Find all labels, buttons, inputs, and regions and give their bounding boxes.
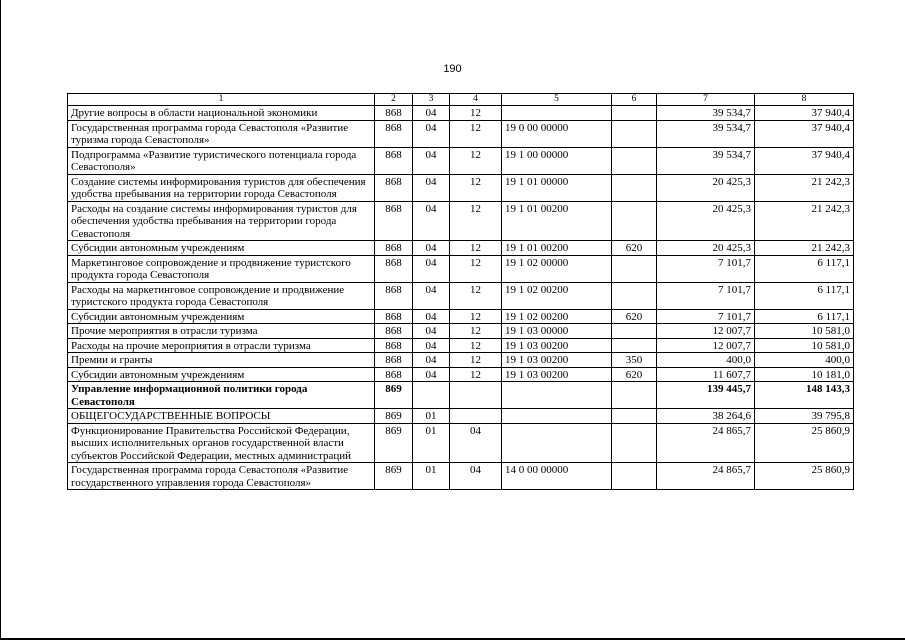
amount-col8: 6 117,1 (755, 255, 854, 282)
item-name: Управление информационной политики города Севастополя (68, 382, 375, 409)
amount-col7: 39 534,7 (657, 106, 755, 121)
expense-type-code: 620 (612, 367, 657, 382)
target-article-code: 19 1 00 00000 (502, 147, 612, 174)
column-header: 4 (450, 94, 502, 106)
expense-type-code (612, 282, 657, 309)
target-article-code: 19 1 02 00200 (502, 309, 612, 324)
amount-col8: 6 117,1 (755, 309, 854, 324)
target-article-code: 19 1 02 00000 (502, 255, 612, 282)
table-body (68, 106, 854, 490)
item-name: Государственная программа города Севастополя «Развитие государственного управления города Севастополя» (68, 463, 375, 490)
admin-code: 869 (375, 382, 413, 409)
amount-col7: 12 007,7 (657, 338, 755, 353)
subsection-code: 12 (450, 309, 502, 324)
section-code: 04 (413, 174, 450, 201)
admin-code: 868 (375, 201, 413, 241)
subsection-code: 12 (450, 174, 502, 201)
amount-col8: 6 117,1 (755, 282, 854, 309)
admin-code: 868 (375, 367, 413, 382)
target-article-code: 19 1 01 00000 (502, 174, 612, 201)
admin-code: 868 (375, 174, 413, 201)
subsection-code: 12 (450, 147, 502, 174)
admin-code: 868 (375, 353, 413, 368)
amount-col8: 25 860,9 (755, 463, 854, 490)
item-name: Другие вопросы в области национальной экономики (68, 106, 375, 121)
admin-code: 868 (375, 324, 413, 339)
section-code: 04 (413, 255, 450, 282)
admin-code: 868 (375, 120, 413, 147)
target-article-code: 19 1 03 00200 (502, 338, 612, 353)
amount-col7: 7 101,7 (657, 282, 755, 309)
table-row (68, 282, 854, 309)
amount-col8: 21 242,3 (755, 201, 854, 241)
amount-col8: 10 181,0 (755, 367, 854, 382)
expense-type-code (612, 201, 657, 241)
amount-col7: 39 534,7 (657, 147, 755, 174)
table-row (68, 338, 854, 353)
table-row (68, 106, 854, 121)
subsection-code: 12 (450, 324, 502, 339)
amount-col8: 21 242,3 (755, 174, 854, 201)
section-code: 01 (413, 423, 450, 463)
expense-type-code: 620 (612, 241, 657, 256)
amount-col7: 12 007,7 (657, 324, 755, 339)
item-name: Расходы на маркетинговое сопровождение и продвижение туристского продукта города Севастополя (68, 282, 375, 309)
section-code: 01 (413, 409, 450, 424)
amount-col7: 7 101,7 (657, 309, 755, 324)
target-article-code (502, 409, 612, 424)
admin-code: 868 (375, 309, 413, 324)
column-header: 8 (755, 94, 854, 106)
item-name: Премии и гранты (68, 353, 375, 368)
item-name: Субсидии автономным учреждениям (68, 367, 375, 382)
admin-code: 868 (375, 106, 413, 121)
subsection-code: 12 (450, 367, 502, 382)
header-row (68, 94, 854, 106)
target-article-code: 19 1 03 00200 (502, 353, 612, 368)
item-name: Государственная программа города Севастополя «Развитие туризма города Севастополя» (68, 120, 375, 147)
admin-code: 868 (375, 255, 413, 282)
subsection-code: 04 (450, 423, 502, 463)
amount-col8: 148 143,3 (755, 382, 854, 409)
column-header: 1 (68, 94, 375, 106)
section-code: 04 (413, 338, 450, 353)
target-article-code: 19 1 01 00200 (502, 201, 612, 241)
expense-type-code (612, 463, 657, 490)
target-article-code: 19 1 03 00200 (502, 367, 612, 382)
admin-code: 869 (375, 423, 413, 463)
section-code: 01 (413, 463, 450, 490)
subsection-code: 12 (450, 353, 502, 368)
amount-col7: 11 607,7 (657, 367, 755, 382)
table-row (68, 409, 854, 424)
admin-code: 868 (375, 282, 413, 309)
item-name: Расходы на создание системы информирования туристов для обеспечения удобства пребывания на территории города Севастополя (68, 201, 375, 241)
amount-col7: 38 264,6 (657, 409, 755, 424)
subsection-code: 12 (450, 201, 502, 241)
amount-col8: 37 940,4 (755, 120, 854, 147)
expense-type-code: 350 (612, 353, 657, 368)
admin-code: 868 (375, 338, 413, 353)
item-name: Субсидии автономным учреждениям (68, 241, 375, 256)
amount-col8: 37 940,4 (755, 147, 854, 174)
section-code: 04 (413, 282, 450, 309)
section-code (413, 382, 450, 409)
subsection-code: 12 (450, 120, 502, 147)
table-row (68, 367, 854, 382)
target-article-code: 19 0 00 00000 (502, 120, 612, 147)
item-name: Создание системы информирования туристов для обеспечения удобства пребывания на территории города Севастополя (68, 174, 375, 201)
amount-col8: 25 860,9 (755, 423, 854, 463)
expense-type-code (612, 174, 657, 201)
subsection-code: 12 (450, 338, 502, 353)
amount-col8: 39 795,8 (755, 409, 854, 424)
table-row (68, 309, 854, 324)
amount-col7: 24 865,7 (657, 423, 755, 463)
expense-type-code (612, 147, 657, 174)
section-code: 04 (413, 106, 450, 121)
section-code: 04 (413, 241, 450, 256)
page-number: 190 (443, 63, 462, 75)
expense-type-code (612, 338, 657, 353)
target-article-code (502, 423, 612, 463)
amount-col7: 39 534,7 (657, 120, 755, 147)
table-row (68, 241, 854, 256)
table-row (68, 463, 854, 490)
item-name: Функционирование Правительства Российской Федерации, высших исполнительных органов государственной власти субъектов Российской Федерации, местных администраций (68, 423, 375, 463)
item-name: Прочие мероприятия в отрасли туризма (68, 324, 375, 339)
amount-col8: 400,0 (755, 353, 854, 368)
column-header: 7 (657, 94, 755, 106)
amount-col7: 400,0 (657, 353, 755, 368)
subsection-code (450, 382, 502, 409)
target-article-code: 19 1 03 00000 (502, 324, 612, 339)
expense-type-code (612, 255, 657, 282)
section-code: 04 (413, 147, 450, 174)
item-name: ОБЩЕГОСУДАРСТВЕННЫЕ ВОПРОСЫ (68, 409, 375, 424)
item-name: Подпрограмма «Развитие туристического потенциала города Севастополя» (68, 147, 375, 174)
item-name: Маркетинговое сопровождение и продвижение туристского продукта города Севастополя (68, 255, 375, 282)
column-header: 6 (612, 94, 657, 106)
amount-col8: 10 581,0 (755, 338, 854, 353)
column-header: 5 (502, 94, 612, 106)
target-article-code: 19 1 02 00200 (502, 282, 612, 309)
expense-type-code (612, 423, 657, 463)
subsection-code: 12 (450, 282, 502, 309)
expense-type-code (612, 106, 657, 121)
subsection-code: 12 (450, 241, 502, 256)
amount-col7: 20 425,3 (657, 241, 755, 256)
amount-col7: 7 101,7 (657, 255, 755, 282)
expense-type-code (612, 324, 657, 339)
section-code: 04 (413, 309, 450, 324)
table-row (68, 353, 854, 368)
table-row (68, 147, 854, 174)
amount-col8: 10 581,0 (755, 324, 854, 339)
subsection-code: 04 (450, 463, 502, 490)
table-row (68, 423, 854, 463)
column-header: 2 (375, 94, 413, 106)
table-row (68, 324, 854, 339)
amount-col7: 139 445,7 (657, 382, 755, 409)
expense-type-code (612, 120, 657, 147)
admin-code: 868 (375, 147, 413, 174)
amount-col7: 20 425,3 (657, 174, 755, 201)
target-article-code: 19 1 01 00200 (502, 241, 612, 256)
section-code: 04 (413, 120, 450, 147)
subsection-code (450, 409, 502, 424)
item-name: Субсидии автономным учреждениям (68, 309, 375, 324)
table-row (68, 382, 854, 409)
admin-code: 868 (375, 241, 413, 256)
subsection-code: 12 (450, 106, 502, 121)
expense-type-code (612, 409, 657, 424)
page-border-left (0, 0, 1, 640)
subsection-code: 12 (450, 255, 502, 282)
budget-table (67, 93, 854, 490)
table-row (68, 120, 854, 147)
section-code: 04 (413, 353, 450, 368)
column-header: 3 (413, 94, 450, 106)
admin-code: 869 (375, 463, 413, 490)
amount-col7: 24 865,7 (657, 463, 755, 490)
target-article-code: 14 0 00 00000 (502, 463, 612, 490)
target-article-code (502, 382, 612, 409)
amount-col8: 21 242,3 (755, 241, 854, 256)
expense-type-code: 620 (612, 309, 657, 324)
table-row (68, 174, 854, 201)
amount-col7: 20 425,3 (657, 201, 755, 241)
amount-col8: 37 940,4 (755, 106, 854, 121)
table-row (68, 255, 854, 282)
section-code: 04 (413, 201, 450, 241)
expense-type-code (612, 382, 657, 409)
target-article-code (502, 106, 612, 121)
section-code: 04 (413, 324, 450, 339)
table-row (68, 201, 854, 241)
admin-code: 869 (375, 409, 413, 424)
item-name: Расходы на прочие мероприятия в отрасли туризма (68, 338, 375, 353)
section-code: 04 (413, 367, 450, 382)
